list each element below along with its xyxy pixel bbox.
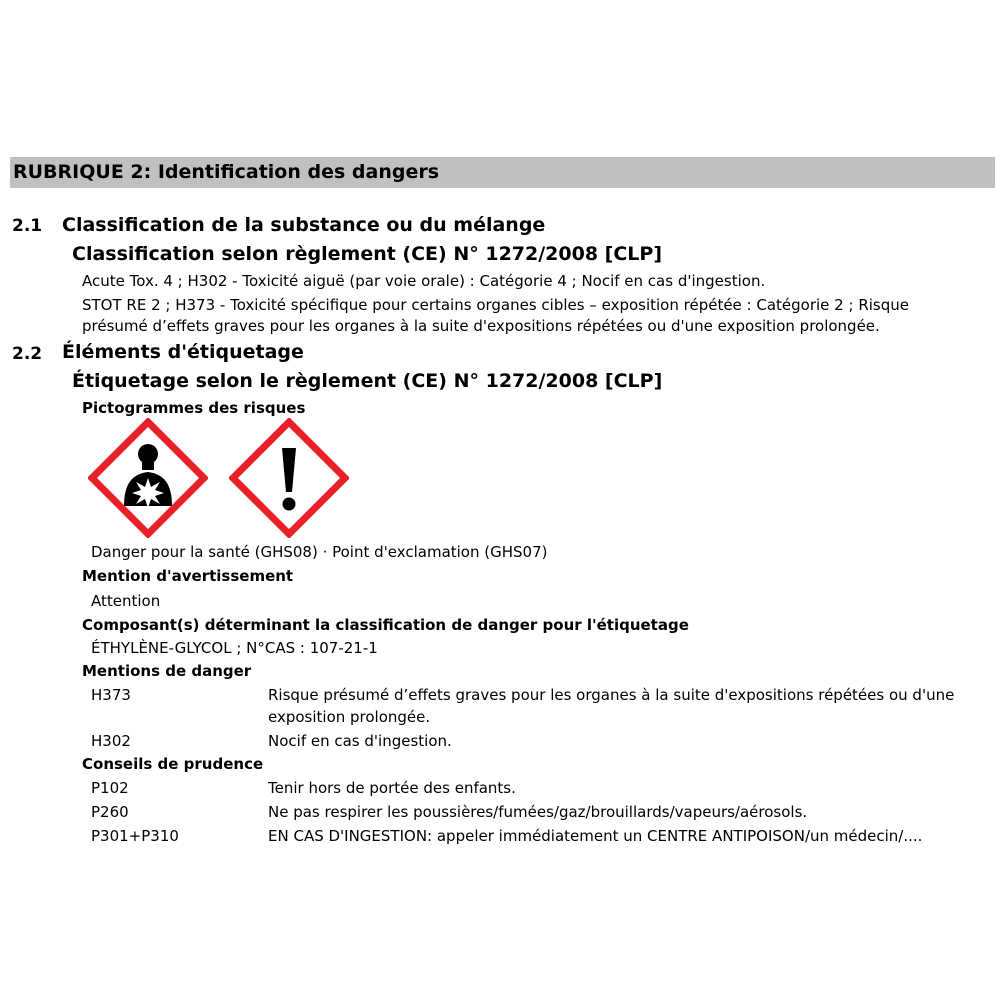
subsection-title-classification: Classification selon règlement (CE) N° 1272/2008 [CLP] <box>72 243 663 265</box>
precautionary-statements-label: Conseils de prudence <box>82 755 264 773</box>
signal-word-value: Attention <box>91 592 161 610</box>
components-label: Composant(s) déterminant la classification de danger pour l'étiquetage <box>82 616 689 634</box>
precaution-code-p102: P102 <box>91 779 129 797</box>
hazard-code-h302: H302 <box>91 732 131 750</box>
hazard-code-h373: H373 <box>91 686 131 704</box>
exclamation-mark-icon <box>229 418 349 538</box>
precaution-code-p260: P260 <box>91 803 129 821</box>
subsection-title-labelling: Étiquetage selon le règlement (CE) N° 1272/2008 [CLP] <box>72 370 663 392</box>
precaution-text-p102: Tenir hors de portée des enfants. <box>268 779 516 797</box>
pictograms-label: Pictogrammes des risques <box>82 399 306 417</box>
components-value: ÉTHYLÈNE-GLYCOL ; N°CAS : 107-21-1 <box>91 639 378 657</box>
classification-line-1: Acute Tox. 4 ; H302 - Toxicité aiguë (par voie orale) : Catégorie 4 ; Nocif en cas d'ingestion. <box>82 272 766 290</box>
precaution-text-p301-p310: EN CAS D'INGESTION: appeler immédiatement un CENTRE ANTIPOISON/un médecin/.... <box>268 827 923 845</box>
section-header-title: RUBRIQUE 2: Identification des dangers <box>13 161 440 183</box>
classification-line-3: présumé d’effets graves pour les organes à la suite d'expositions répétées ou d'une exposition prolongée. <box>82 317 880 335</box>
health-hazard-icon <box>88 418 208 538</box>
section-number-2-2: 2.2 <box>12 344 43 364</box>
classification-line-2: STOT RE 2 ; H373 - Toxicité spécifique pour certains organes cibles – exposition répétée : Catégorie 2 ; Risque <box>82 296 909 314</box>
hazard-text-h373-line1: Risque présumé d’effets graves pour les organes à la suite d'expositions répétées ou d'une <box>268 686 955 704</box>
precaution-text-p260: Ne pas respirer les poussières/fumées/gaz/brouillards/vapeurs/aérosols. <box>268 803 808 821</box>
precaution-code-p301-p310: P301+P310 <box>91 827 179 845</box>
section-title-2-2: Éléments d'étiquetage <box>62 341 304 363</box>
pictograms-caption: Danger pour la santé (GHS08) · Point d'exclamation (GHS07) <box>91 543 548 561</box>
hazard-text-h302: Nocif en cas d'ingestion. <box>268 732 452 750</box>
section-title-2-1: Classification de la substance ou du mélange <box>62 214 546 236</box>
section-header-bar <box>10 157 995 188</box>
hazard-statements-label: Mentions de danger <box>82 662 252 680</box>
signal-word-label: Mention d'avertissement <box>82 567 294 585</box>
hazard-text-h373-line2: exposition prolongée. <box>268 708 431 726</box>
section-number-2-1: 2.1 <box>12 216 43 236</box>
